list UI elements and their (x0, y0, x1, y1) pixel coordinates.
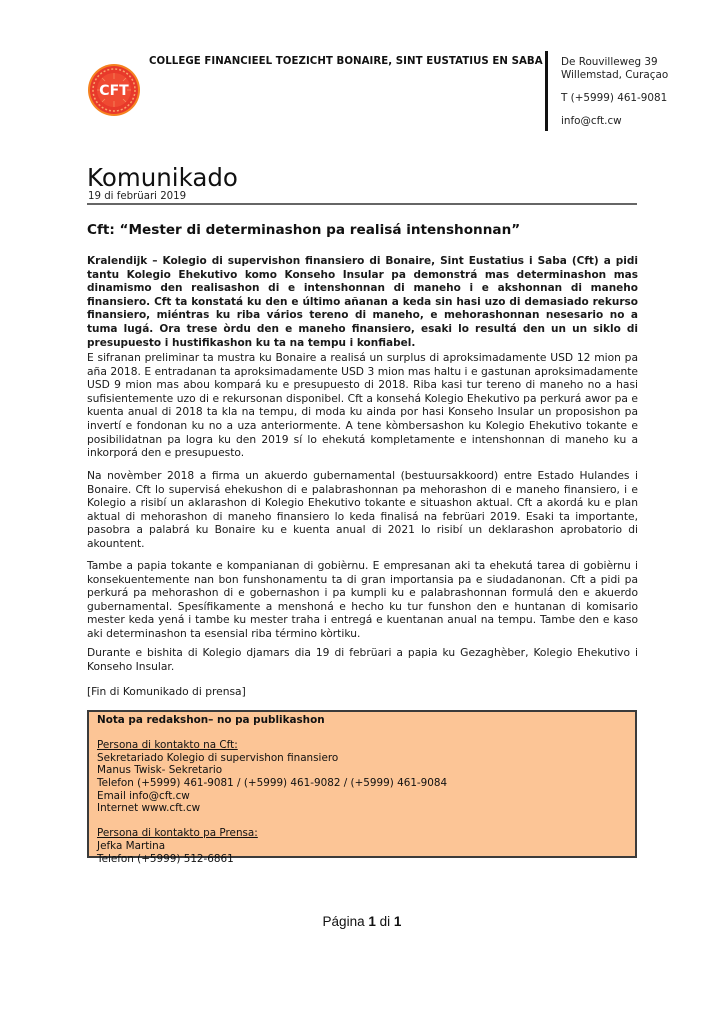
cft-contact-line: Manus Twisk- Sekretario (97, 764, 223, 777)
of-label: di (379, 914, 391, 929)
cft-contact-website[interactable]: Internet www.cft.cw (97, 802, 201, 815)
note-title: Nota pa redakshon– no pa publikashon (97, 714, 325, 726)
body-paragraph: E sifranan preliminar ta mustra ku Bonaire a realisá un surplus di aproksimadamente USD 12 mion pa aña 2018. E entradanan ta aproksimadamente USD 3 mion mas haltu i e gastunan aproksimadamente USD 9 mion mas abou kompará ku e presupuesto di 2018. Riba kasi tur tereno di maneho no a hasi sufisientemente uzo di e rekursonan disponibel. Cft a konsehá Kolegio Ehekutivo pa perkurá awor pa e kuenta anual di 2018 ta kla na tempu, di moda ku ainda por hasi Konseho Insular un proposishon pa invertí e fondonan ku no a uza anteriormente. A tene kòmbersashon ku Kolegio Ehekutivo tokante e posibilidatnan pa logra ku den 2019 sí lo ehekutá kompletamente e intenshonnan di maneho ku a inkorporá den e presupuesto. (87, 351, 638, 460)
address-street: De Rouvilleweg 39 (561, 56, 658, 68)
press-contact-phone: Telefon (+5999) 512-6861 (97, 852, 234, 865)
end-of-release-marker: [Fin di Komunikado di prensa] (87, 685, 246, 698)
header-phone: T (+5999) 461-9081 (561, 92, 668, 104)
body-paragraph: Tambe a papia tokante e kompanianan di gobièrnu. E empresanan aki ta ehekutá tarea di gobièrnu i konsekuentemente nan bon funshonamentu ta di gran importansia pa e siudadanonan. Cft a pidi pa perkurá pa mehorashon di e gobernashon i pa kumpli ku e palabrashonnan formulá den e akuerdo gubernamental. Spesífikamente a menshoná e hecho ku tur funshon den e huntanan di komisario mester keda yená i tambe ku mester traha i entregá e kuentanan anual na tempu. Tambe den e kaso aki determinashon ta esensial riba término kòrtiku. (87, 559, 638, 640)
press-contact-name: Jefka Martina (97, 839, 166, 852)
title-divider (87, 203, 637, 205)
total-pages: 1 (393, 914, 402, 929)
header-divider (545, 51, 548, 131)
page-title: Komunikado (87, 163, 238, 192)
lead-paragraph: Kralendijk – Kolegio di supervishon finansiero di Bonaire, Sint Eustatius i Saba (Cft) a pidi tantu Kolegio Ehekutivo komo Konseho Insular pa demonstrá mas determinashon mas dinamismo den realisashon di e intenshonnan di maneho i e akshonnan di maneho finansiero. Cft ta konstatá ku den e último añanan a keda sin hasi uzo di demasiado rekurso finansiero, miéntras ku riba vários tereno di maneho, e mehorashonnan nesesario no a tuma lugá. Ora trese òrdu den e maneho finansiero, esaki lo resultá den un un siklo di presupuesto i hustifikashon ku ta na tempu i konfiabel. (87, 255, 638, 349)
cft-contact-phone: Telefon (+5999) 461-9081 / (+5999) 461-9082 / (+5999) 461-9084 (97, 776, 448, 789)
body-paragraph: Durante e bishita di Kolegio djamars dia 19 di febrüari a papia ku Gezaghèber, Kolegio Ehekutivo i Konseho Insular. (87, 646, 638, 673)
cft-logo-icon (87, 63, 141, 117)
contact-address-block (561, 56, 668, 128)
document-date: 19 di febrüari 2019 (88, 191, 187, 202)
press-contact-heading: Persona di kontakto pa Prensa: (97, 827, 258, 840)
cft-logo (87, 63, 141, 117)
headline: Cft: “Mester di determinashon pa realisá intenshonnan” (87, 222, 521, 238)
organization-name: COLLEGE FINANCIEEL TOEZICHT BONAIRE, SINT EUSTATIUS EN SABA (149, 56, 543, 67)
address-city: Willemstad, Curaçao (561, 69, 669, 81)
editor-note-box (87, 710, 637, 865)
current-page: 1 (368, 914, 376, 929)
cft-contact-heading: Persona di kontakto na Cft: (97, 739, 238, 752)
page-label: Página (322, 914, 365, 929)
body-paragraph: Na novèmber 2018 a firma un akuerdo gubernamental (bestuursakkoord) entre Estado Hulandes i Bonaire. Cft lo supervisá ehekushon di e palabrashonnan pa mehorashon di e maneho finansiero, i e Kolegio a risibí un aklarashon di Kolegio Ehekutivo tokante e situashon aktual. Cft a akordá ku e plan aktual di mehorashon di maneho finansiero lo keda finalisá na febrüari 2019. Esaki ta importante, pasobra a palabrá ku Bonaire ku e kuenta anual di 2021 lo risibí un deklarashon aprobatorio di akountent. (87, 469, 638, 550)
header-email: info@cft.cw (561, 115, 622, 127)
page-number-footer (0, 914, 724, 929)
cft-contact-line: Sekretariado Kolegio di supervishon finansiero (97, 751, 339, 764)
cft-contact-email[interactable]: Email info@cft.cw (97, 789, 190, 802)
svg-text:CFT: CFT (99, 83, 129, 99)
